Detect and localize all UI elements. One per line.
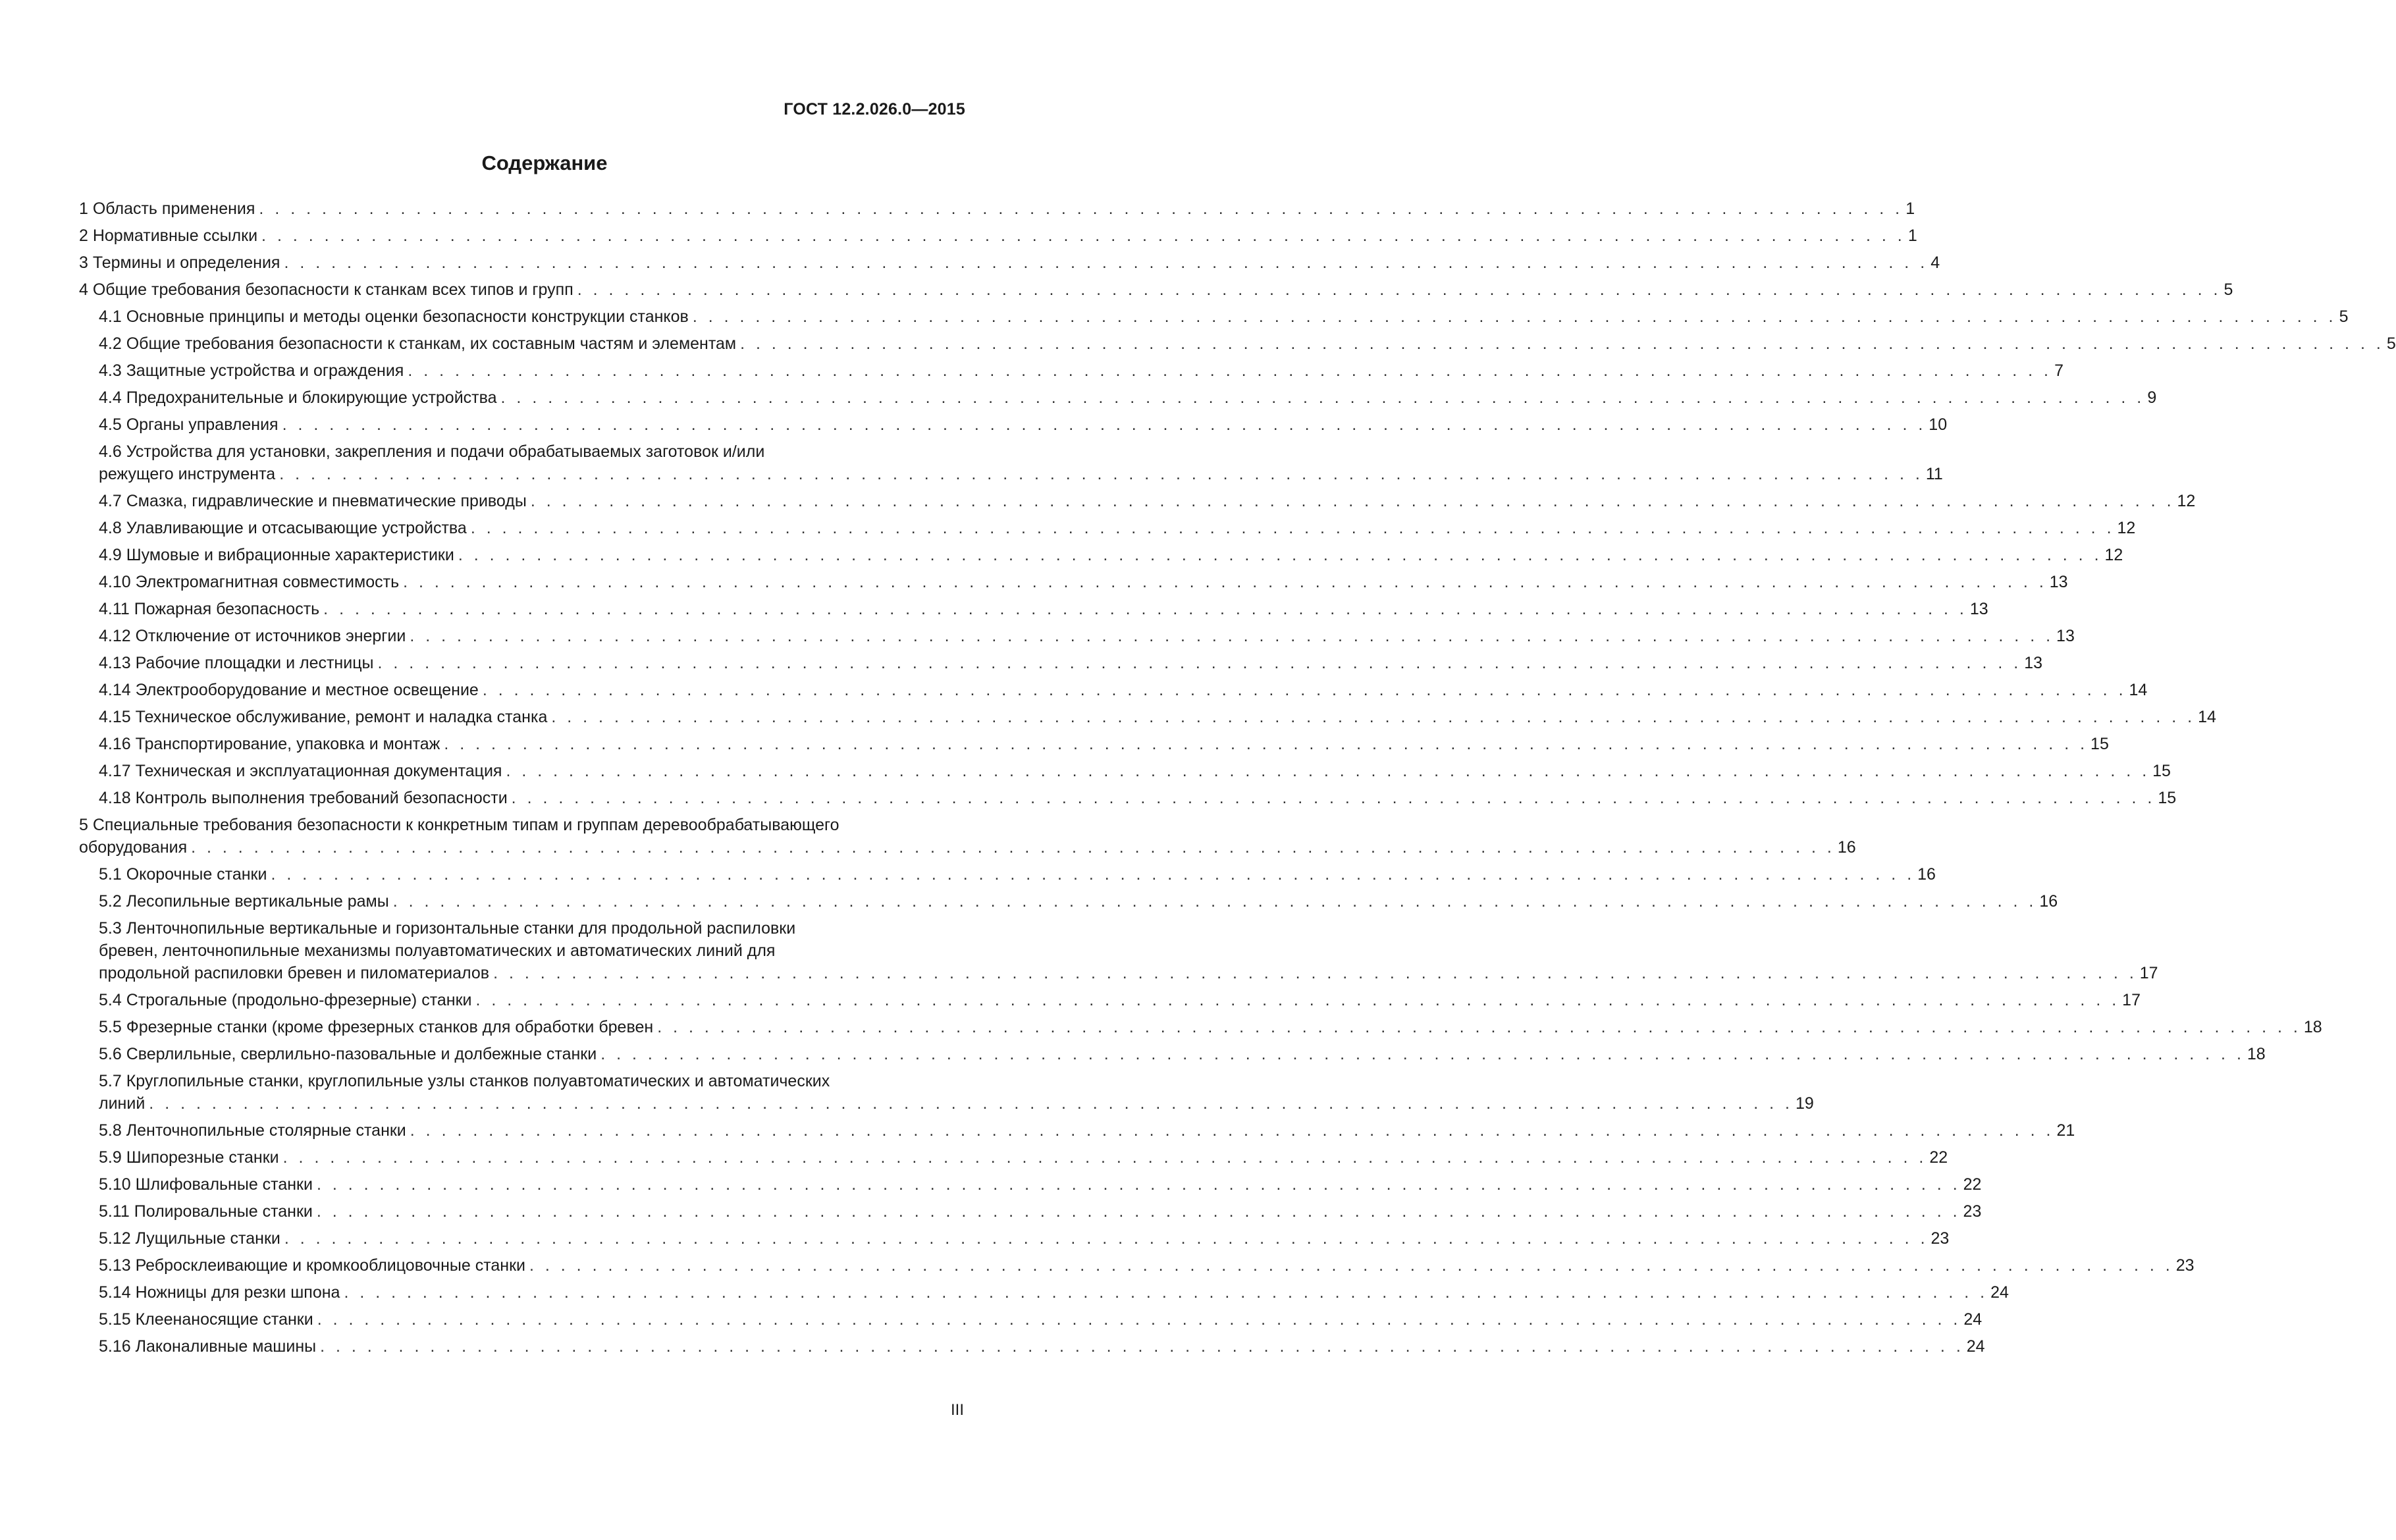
toc-entry-row — [99, 1281, 2009, 1304]
toc-entry — [79, 1146, 1948, 1169]
toc-entry-page: 5 — [2223, 280, 2233, 299]
toc-entry-row — [99, 989, 2141, 1011]
toc-entry — [79, 1335, 1985, 1358]
toc-entry-row — [99, 598, 1988, 620]
toc-entry-page: 14 — [2129, 681, 2148, 699]
page-number: III — [950, 1401, 964, 1419]
toc-entry-title-line: 4.6 Устройства для установки, закрепления и подачи обрабатываемых заготовок и/или — [99, 442, 765, 461]
dot-leader: . . . . . . . . . . . . . . . . . . . . . . . . . . . . . . . . . . . . . . . . . . . . . . . . . . . . . . . . . . . . . . . . . . . . . . . . . . . . . . . . . . . . . . . . . . . . . . . . . . . . . . . . . — [529, 1256, 2173, 1275]
toc-entry-page: 16 — [2039, 892, 2058, 911]
toc-entry-page: 12 — [2177, 492, 2196, 510]
toc-entry-title: 4 Общие требования безопасности к станкам всех типов и групп — [79, 280, 573, 299]
toc-entry-title: 4.11 Пожарная безопасность — [99, 600, 320, 618]
toc-entry-page: 19 — [1795, 1094, 1814, 1113]
dot-leader: . . . . . . . . . . . . . . . . . . . . . . . . . . . . . . . . . . . . . . . . . . . . . . . . . . . . . . . . . . . . . . . . . . . . . . . . . . . . . . . . . . . . . . . . . . . . . . . . . . . . . . . . . — [600, 1045, 2245, 1063]
toc-entry — [79, 1254, 2195, 1277]
toc-entry — [79, 625, 2075, 647]
toc-entry-title: 1 Область применения — [79, 199, 255, 218]
toc-entry-row — [99, 962, 2158, 984]
toc-entry — [79, 359, 2064, 382]
toc-entry-row — [99, 1308, 1983, 1331]
toc-entry — [79, 1308, 1983, 1331]
toc-entry-page: 9 — [2147, 388, 2157, 407]
dot-leader: . . . . . . . . . . . . . . . . . . . . . . . . . . . . . . . . . . . . . . . . . . . . . . . . . . . . . . . . . . . . . . . . . . . . . . . . . . . . . . . . . . . . . . . . . . . . . . . . . . . . . . . . . — [149, 1094, 1793, 1113]
toc-entry-page: 14 — [2198, 708, 2216, 726]
toc-entry-title: 4.13 Рабочие площадки и лестницы — [99, 654, 374, 672]
toc-entry — [79, 198, 1915, 220]
toc-entry-page: 13 — [2024, 654, 2042, 672]
dot-leader: . . . . . . . . . . . . . . . . . . . . . . . . . . . . . . . . . . . . . . . . . . . . . . . . . . . . . . . . . . . . . . . . . . . . . . . . . . . . . . . . . . . . . . . . . . . . . . . . . . . . . . . . . — [475, 991, 2120, 1009]
toc-entry-page: 18 — [2247, 1045, 2266, 1063]
toc-entry — [79, 225, 1917, 247]
toc-entry-title: 5.10 Шлифовальные станки — [99, 1175, 313, 1194]
toc-entry-title: линий — [99, 1094, 146, 1113]
toc-entry-title: 5.14 Ножницы для резки шпона — [99, 1283, 340, 1302]
toc-entry-title: 4.16 Транспортирование, упаковка и монтаж — [99, 735, 440, 753]
toc-entry — [79, 814, 1856, 859]
toc-entry — [79, 440, 1943, 485]
toc-entry-title: 4.3 Защитные устройства и ограждения — [99, 361, 404, 380]
toc-entry-title: 4.15 Техническое обслуживание, ремонт и наладка станка — [99, 708, 548, 726]
dot-leader: . . . . . . . . . . . . . . . . . . . . . . . . . . . . . . . . . . . . . . . . . . . . . . . . . . . . . . . . . . . . . . . . . . . . . . . . . . . . . . . . . . . . . . . . . . . . . . . . . . . . . . . . . — [392, 892, 2037, 911]
toc-entry-page: 16 — [1917, 865, 1936, 884]
toc-entry-page: 21 — [2056, 1121, 2075, 1140]
toc-entry-row — [99, 332, 2396, 355]
toc-entry-row — [79, 252, 1940, 274]
dot-leader: . . . . . . . . . . . . . . . . . . . . . . . . . . . . . . . . . . . . . . . . . . . . . . . . . . . . . . . . . . . . . . . . . . . . . . . . . . . . . . . . . . . . . . . . . . . . . . . . . . . . . . . . . — [316, 1175, 1961, 1194]
toc-entry-page: 4 — [1930, 253, 1940, 272]
dot-leader: . . . . . . . . . . . . . . . . . . . . . . . . . . . . . . . . . . . . . . . . . . . . . . . . . . . . . . . . . . . . . . . . . . . . . . . . . . . . . . . . . . . . . . . . . . . . . . . . . . . . . . . . . — [261, 226, 1905, 245]
toc-entry-title: 4.8 Улавливающие и отсасывающие устройства — [99, 519, 467, 537]
dot-leader: . . . . . . . . . . . . . . . . . . . . . . . . . . . . . . . . . . . . . . . . . . . . . . . . . . . . . . . . . . . . . . . . . . . . . . . . . . . . . . . . . . . . . . . . . . . . . . . . . . . . . . . . . — [410, 1121, 2054, 1140]
dot-leader: . . . . . . . . . . . . . . . . . . . . . . . . . . . . . . . . . . . . . . . . . . . . . . . . . . . . . . . . . . . . . . . . . . . . . . . . . . . . . . . . . . . . . . . . . . . . . . . . . . . . . . . . . — [482, 681, 2127, 699]
toc-entry-title: 4.18 Контроль выполнения требований безопасности — [99, 789, 508, 807]
toc-entry-title-line: 5 Специальные требования безопасности к конкретным типам и группам деревообрабатывающего — [79, 816, 839, 834]
toc-entry-page: 13 — [2049, 573, 2068, 591]
toc-entry — [79, 760, 2171, 782]
toc-entry-row — [99, 517, 2136, 539]
toc-entry-title: 4.12 Отключение от источников энергии — [99, 627, 406, 645]
dot-leader: . . . . . . . . . . . . . . . . . . . . . . . . . . . . . . . . . . . . . . . . . . . . . . . . . . . . . . . . . . . . . . . . . . . . . . . . . . . . . . . . . . . . . . . . . . . . . . . . . . . . . . . . . — [493, 964, 2137, 982]
toc-entry — [79, 1281, 2009, 1304]
toc-entry-row — [99, 1043, 2266, 1065]
toc-entry-page: 7 — [2054, 361, 2064, 380]
toc-entry-row — [99, 733, 2109, 755]
toc-entry-page: 1 — [1907, 226, 1917, 245]
toc-entry-row — [99, 863, 1936, 886]
toc-entry-page: 10 — [1929, 415, 1948, 434]
toc-entry — [79, 787, 2177, 809]
dot-leader: . . . . . . . . . . . . . . . . . . . . . . . . . . . . . . . . . . . . . . . . . . . . . . . . . . . . . . . . . . . . . . . . . . . . . . . . . . . . . . . . . . . . . . . . . . . . . . . . . . . . . . . . . — [271, 865, 1915, 884]
toc-entry-page: 24 — [1966, 1337, 1985, 1356]
toc-entry-page: 5 — [2339, 307, 2349, 326]
toc-entry-title-line: 5.7 Круглопильные станки, круглопильные узлы станков полуавтоматических и автоматических — [99, 1072, 830, 1090]
dot-leader: . . . . . . . . . . . . . . . . . . . . . . . . . . . . . . . . . . . . . . . . . . . . . . . . . . . . . . . . . . . . . . . . . . . . . . . . . . . . . . . . . . . . . . . . . . . . . . . . . . . . . . . . . — [657, 1018, 2301, 1036]
dot-leader: . . . . . . . . . . . . . . . . . . . . . . . . . . . . . . . . . . . . . . . . . . . . . . . . . . . . . . . . . . . . . . . . . . . . . . . . . . . . . . . . . . . . . . . . . . . . . . . . . . . . . . . . . — [511, 789, 2156, 807]
toc-entry-page: 24 — [1990, 1283, 2009, 1302]
dot-leader: . . . . . . . . . . . . . . . . . . . . . . . . . . . . . . . . . . . . . . . . . . . . . . . . . . . . . . . . . . . . . . . . . . . . . . . . . . . . . . . . . . . . . . . . . . . . . . . . . . . . . . . . . — [282, 1148, 1927, 1167]
toc-entry — [79, 890, 2058, 913]
dot-leader: . . . . . . . . . . . . . . . . . . . . . . . . . . . . . . . . . . . . . . . . . . . . . . . . . . . . . . . . . . . . . . . . . . . . . . . . . . . . . . . . . . . . . . . . . . . . . . . . . . . . . . . . . — [551, 708, 2196, 726]
toc-entry — [79, 1070, 1814, 1115]
toc-entry — [79, 1227, 1950, 1250]
dot-leader: . . . . . . . . . . . . . . . . . . . . . . . . . . . . . . . . . . . . . . . . . . . . . . . . . . . . . . . . . . . . . . . . . . . . . . . . . . . . . . . . . . . . . . . . . . . . . . . . . . . . . . . . . — [259, 199, 1903, 218]
dot-leader: . . . . . . . . . . . . . . . . . . . . . . . . . . . . . . . . . . . . . . . . . . . . . . . . . . . . . . . . . . . . . . . . . . . . . . . . . . . . . . . . . . . . . . . . . . . . . . . . . . . . . . . . . — [279, 465, 1923, 483]
toc-entry-title: 4.14 Электрооборудование и местное освещение — [99, 681, 479, 699]
toc-entry-page: 12 — [2117, 519, 2136, 537]
dot-leader: . . . . . . . . . . . . . . . . . . . . . . . . . . . . . . . . . . . . . . . . . . . . . . . . . . . . . . . . . . . . . . . . . . . . . . . . . . . . . . . . . . . . . . . . . . . . . . . . . . . . . . . . . — [740, 334, 2384, 353]
toc-entry-page: 15 — [2152, 762, 2171, 780]
toc-entry-title: 5.2 Лесопильные вертикальные рамы — [99, 892, 389, 911]
toc-entry — [79, 1173, 1982, 1196]
toc-entry-row — [79, 836, 1856, 859]
toc-entry — [79, 252, 1940, 274]
toc-entry-title: 5.16 Лаконаливные машины — [99, 1337, 317, 1356]
toc-entry-title: 4.5 Органы управления — [99, 415, 279, 434]
toc-entry-title: продольной распиловки бревен и пиломатериалов — [99, 964, 490, 982]
toc-entry-page: 17 — [2139, 964, 2158, 982]
toc-entry-page: 12 — [2104, 546, 2123, 564]
toc-entry-page: 13 — [2056, 627, 2075, 645]
toc-entry-row — [99, 1016, 2322, 1038]
toc-entry — [79, 989, 2141, 1011]
toc-entry — [79, 598, 1988, 620]
toc-entry-title: 4.10 Электромагнитная совместимость — [99, 573, 400, 591]
page-title: Содержание — [481, 151, 608, 174]
toc-entry-title: 5.12 Лущильные станки — [99, 1229, 280, 1248]
toc-entry — [79, 1119, 2075, 1142]
toc-entry-row — [79, 198, 1915, 220]
dot-leader: . . . . . . . . . . . . . . . . . . . . . . . . . . . . . . . . . . . . . . . . . . . . . . . . . . . . . . . . . . . . . . . . . . . . . . . . . . . . . . . . . . . . . . . . . . . . . . . . . . . . . . . . . — [377, 654, 2022, 672]
toc-entry — [79, 517, 2136, 539]
toc-entry-page: 15 — [2158, 789, 2177, 807]
toc-entry-title: оборудования — [79, 838, 188, 857]
toc-entry-title: 5.5 Фрезерные станки (кроме фрезерных станков для обработки бревен — [99, 1018, 654, 1036]
toc-entry-row — [99, 1119, 2075, 1142]
toc-entry-row — [99, 1335, 1985, 1358]
toc-entry-row — [99, 359, 2064, 382]
toc-entry-row — [99, 625, 2075, 647]
dot-leader: . . . . . . . . . . . . . . . . . . . . . . . . . . . . . . . . . . . . . . . . . . . . . . . . . . . . . . . . . . . . . . . . . . . . . . . . . . . . . . . . . . . . . . . . . . . . . . . . . . . . . . . . . — [577, 280, 2222, 299]
toc-entry-row — [79, 279, 2233, 301]
dot-leader: . . . . . . . . . . . . . . . . . . . . . . . . . . . . . . . . . . . . . . . . . . . . . . . . . . . . . . . . . . . . . . . . . . . . . . . . . . . . . . . . . . . . . . . . . . . . . . . . . . . . . . . . . — [191, 838, 1835, 857]
toc-entry-row — [99, 1173, 1982, 1196]
toc-entry — [79, 679, 2148, 701]
dot-leader: . . . . . . . . . . . . . . . . . . . . . . . . . . . . . . . . . . . . . . . . . . . . . . . . . . . . . . . . . . . . . . . . . . . . . . . . . . . . . . . . . . . . . . . . . . . . . . . . . . . . . . . . . — [458, 546, 2102, 564]
toc-entry — [79, 733, 2109, 755]
toc-entry-row — [99, 544, 2123, 566]
toc-entry — [79, 706, 2216, 728]
toc-entry-title: 5.13 Ребросклеивающие и кромкооблицовочные станки — [99, 1256, 525, 1275]
toc-entry-title: 4.9 Шумовые и вибрационные характеристики — [99, 546, 454, 564]
toc-entry-row — [99, 1092, 1814, 1115]
dot-leader: . . . . . . . . . . . . . . . . . . . . . . . . . . . . . . . . . . . . . . . . . . . . . . . . . . . . . . . . . . . . . . . . . . . . . . . . . . . . . . . . . . . . . . . . . . . . . . . . . . . . . . . . . — [500, 388, 2145, 407]
toc-entry-title: 4.7 Смазка, гидравлические и пневматические приводы — [99, 492, 527, 510]
toc-entry-title: 5.1 Окорочные станки — [99, 865, 267, 884]
toc-entry-row — [79, 225, 1917, 247]
dot-leader: . . . . . . . . . . . . . . . . . . . . . . . . . . . . . . . . . . . . . . . . . . . . . . . . . . . . . . . . . . . . . . . . . . . . . . . . . . . . . . . . . . . . . . . . . . . . . . . . . . . . . . . . . — [317, 1310, 1961, 1329]
dot-leader: . . . . . . . . . . . . . . . . . . . . . . . . . . . . . . . . . . . . . . . . . . . . . . . . . . . . . . . . . . . . . . . . . . . . . . . . . . . . . . . . . . . . . . . . . . . . . . . . . . . . . . . . . — [344, 1283, 1988, 1302]
toc-entry — [79, 1043, 2266, 1065]
dot-leader: . . . . . . . . . . . . . . . . . . . . . . . . . . . . . . . . . . . . . . . . . . . . . . . . . . . . . . . . . . . . . . . . . . . . . . . . . . . . . . . . . . . . . . . . . . . . . . . . . . . . . . . . . — [530, 492, 2175, 510]
toc-entry — [79, 652, 2042, 674]
toc-entry-title: 5.15 Клеенаносящие станки — [99, 1310, 313, 1329]
toc-entry-row — [99, 787, 2177, 809]
toc-entry-page: 22 — [1929, 1148, 1948, 1167]
toc-entry-page: 1 — [1905, 199, 1915, 218]
toc-entry-row — [99, 679, 2148, 701]
toc-entry-title: 3 Термины и определения — [79, 253, 280, 272]
toc-entry-title: 4.17 Техническая и эксплуатационная документация — [99, 762, 502, 780]
dot-leader: . . . . . . . . . . . . . . . . . . . . . . . . . . . . . . . . . . . . . . . . . . . . . . . . . . . . . . . . . . . . . . . . . . . . . . . . . . . . . . . . . . . . . . . . . . . . . . . . . . . . . . . . . — [444, 735, 2089, 753]
dot-leader: . . . . . . . . . . . . . . . . . . . . . . . . . . . . . . . . . . . . . . . . . . . . . . . . . . . . . . . . . . . . . . . . . . . . . . . . . . . . . . . . . . . . . . . . . . . . . . . . . . . . . . . . . — [316, 1202, 1961, 1221]
toc-entry-row — [99, 571, 2068, 593]
dot-leader: . . . . . . . . . . . . . . . . . . . . . . . . . . . . . . . . . . . . . . . . . . . . . . . . . . . . . . . . . . . . . . . . . . . . . . . . . . . . . . . . . . . . . . . . . . . . . . . . . . . . . . . . . — [284, 1229, 1929, 1248]
toc-entry — [79, 413, 1948, 436]
toc-entry-page: 13 — [1969, 600, 1988, 618]
dot-leader: . . . . . . . . . . . . . . . . . . . . . . . . . . . . . . . . . . . . . . . . . . . . . . . . . . . . . . . . . . . . . . . . . . . . . . . . . . . . . . . . . . . . . . . . . . . . . . . . . . . . . . . . . — [320, 1337, 1964, 1356]
toc-entry — [79, 305, 2349, 328]
toc-entry-row — [99, 890, 2058, 913]
dot-leader: . . . . . . . . . . . . . . . . . . . . . . . . . . . . . . . . . . . . . . . . . . . . . . . . . . . . . . . . . . . . . . . . . . . . . . . . . . . . . . . . . . . . . . . . . . . . . . . . . . . . . . . . . — [282, 415, 1927, 434]
toc-entry-row — [99, 386, 2157, 409]
toc-entry-title: 4.2 Общие требования безопасности к станкам, их составным частям и элементам — [99, 334, 737, 353]
toc-entry-page: 11 — [1925, 465, 1943, 483]
toc-entry-page: 16 — [1837, 838, 1856, 857]
toc-entry-row — [99, 760, 2171, 782]
toc-entry — [79, 332, 2396, 355]
dot-leader: . . . . . . . . . . . . . . . . . . . . . . . . . . . . . . . . . . . . . . . . . . . . . . . . . . . . . . . . . . . . . . . . . . . . . . . . . . . . . . . . . . . . . . . . . . . . . . . . . . . . . . . . . — [403, 573, 2047, 591]
toc-entry-row — [99, 1254, 2195, 1277]
toc-entry — [79, 279, 2233, 301]
toc-entry-title: 4.1 Основные принципы и методы оценки безопасности конструкции станков — [99, 307, 689, 326]
dot-leader: . . . . . . . . . . . . . . . . . . . . . . . . . . . . . . . . . . . . . . . . . . . . . . . . . . . . . . . . . . . . . . . . . . . . . . . . . . . . . . . . . . . . . . . . . . . . . . . . . . . . . . . . . — [506, 762, 2150, 780]
toc-entry-row — [99, 413, 1948, 436]
toc-entry — [79, 1016, 2322, 1038]
toc-entry — [79, 917, 2158, 984]
toc-entry-page: 24 — [1963, 1310, 1983, 1329]
toc-entry-row — [99, 1146, 1948, 1169]
toc-entry-row — [99, 1200, 1982, 1223]
dot-leader: . . . . . . . . . . . . . . . . . . . . . . . . . . . . . . . . . . . . . . . . . . . . . . . . . . . . . . . . . . . . . . . . . . . . . . . . . . . . . . . . . . . . . . . . . . . . . . . . . . . . . . . . . — [692, 307, 2337, 326]
toc-entry-title: 5.8 Ленточнопильные столярные станки — [99, 1121, 406, 1140]
dot-leader: . . . . . . . . . . . . . . . . . . . . . . . . . . . . . . . . . . . . . . . . . . . . . . . . . . . . . . . . . . . . . . . . . . . . . . . . . . . . . . . . . . . . . . . . . . . . . . . . . . . . . . . . . — [408, 361, 2052, 380]
toc-entry-title: 2 Нормативные ссылки — [79, 226, 258, 245]
toc-entry-page: 23 — [1930, 1229, 1950, 1248]
toc-entry-page: 17 — [2122, 991, 2141, 1009]
toc-entry — [79, 1200, 1982, 1223]
dot-leader: . . . . . . . . . . . . . . . . . . . . . . . . . . . . . . . . . . . . . . . . . . . . . . . . . . . . . . . . . . . . . . . . . . . . . . . . . . . . . . . . . . . . . . . . . . . . . . . . . . . . . . . . . — [410, 627, 2054, 645]
toc-entry-page: 18 — [2303, 1018, 2322, 1036]
dot-leader: . . . . . . . . . . . . . . . . . . . . . . . . . . . . . . . . . . . . . . . . . . . . . . . . . . . . . . . . . . . . . . . . . . . . . . . . . . . . . . . . . . . . . . . . . . . . . . . . . . . . . . . . . — [470, 519, 2115, 537]
document-header: ГОСТ 12.2.026.0—2015 — [784, 100, 965, 119]
toc-entry-row — [99, 490, 2196, 512]
toc-entry — [79, 863, 1936, 886]
toc-entry-page: 5 — [2386, 334, 2396, 353]
toc-entry-title: 5.9 Шипорезные станки — [99, 1148, 279, 1167]
toc-entry — [79, 386, 2157, 409]
toc-entry-page: 23 — [2175, 1256, 2195, 1275]
toc-entry-row — [99, 652, 2042, 674]
dot-leader: . . . . . . . . . . . . . . . . . . . . . . . . . . . . . . . . . . . . . . . . . . . . . . . . . . . . . . . . . . . . . . . . . . . . . . . . . . . . . . . . . . . . . . . . . . . . . . . . . . . . . . . . . — [323, 600, 1967, 618]
toc-entry-row — [99, 706, 2216, 728]
toc-entry-row — [99, 305, 2349, 328]
toc-entry-row — [99, 1227, 1950, 1250]
toc-entry-title: режущего инструмента — [99, 465, 276, 483]
toc-entry-page: 23 — [1963, 1202, 1982, 1221]
dot-leader: . . . . . . . . . . . . . . . . . . . . . . . . . . . . . . . . . . . . . . . . . . . . . . . . . . . . . . . . . . . . . . . . . . . . . . . . . . . . . . . . . . . . . . . . . . . . . . . . . . . . . . . . . — [284, 253, 1929, 272]
toc-entry — [79, 544, 2123, 566]
toc-entry-title: 5.6 Сверлильные, сверлильно-пазовальные и долбежные станки — [99, 1045, 597, 1063]
toc-entry — [79, 490, 2196, 512]
toc-entry-title: 4.4 Предохранительные и блокирующие устройства — [99, 388, 497, 407]
toc-entry-title: 5.11 Полировальные станки — [99, 1202, 313, 1221]
toc-entry-row — [99, 463, 1943, 485]
toc-entry-page: 15 — [2090, 735, 2109, 753]
table-of-contents — [79, 198, 2396, 1362]
toc-entry-page: 22 — [1963, 1175, 1982, 1194]
toc-entry-title-line: 5.3 Ленточнопильные вертикальные и горизонтальные станки для продольной распиловки — [99, 919, 796, 938]
toc-entry-title-line: бревен, ленточнопильные механизмы полуавтоматических и автоматических линий для — [99, 942, 776, 960]
toc-entry-title: 5.4 Строгальные (продольно-фрезерные) станки — [99, 991, 472, 1009]
toc-entry — [79, 571, 2068, 593]
